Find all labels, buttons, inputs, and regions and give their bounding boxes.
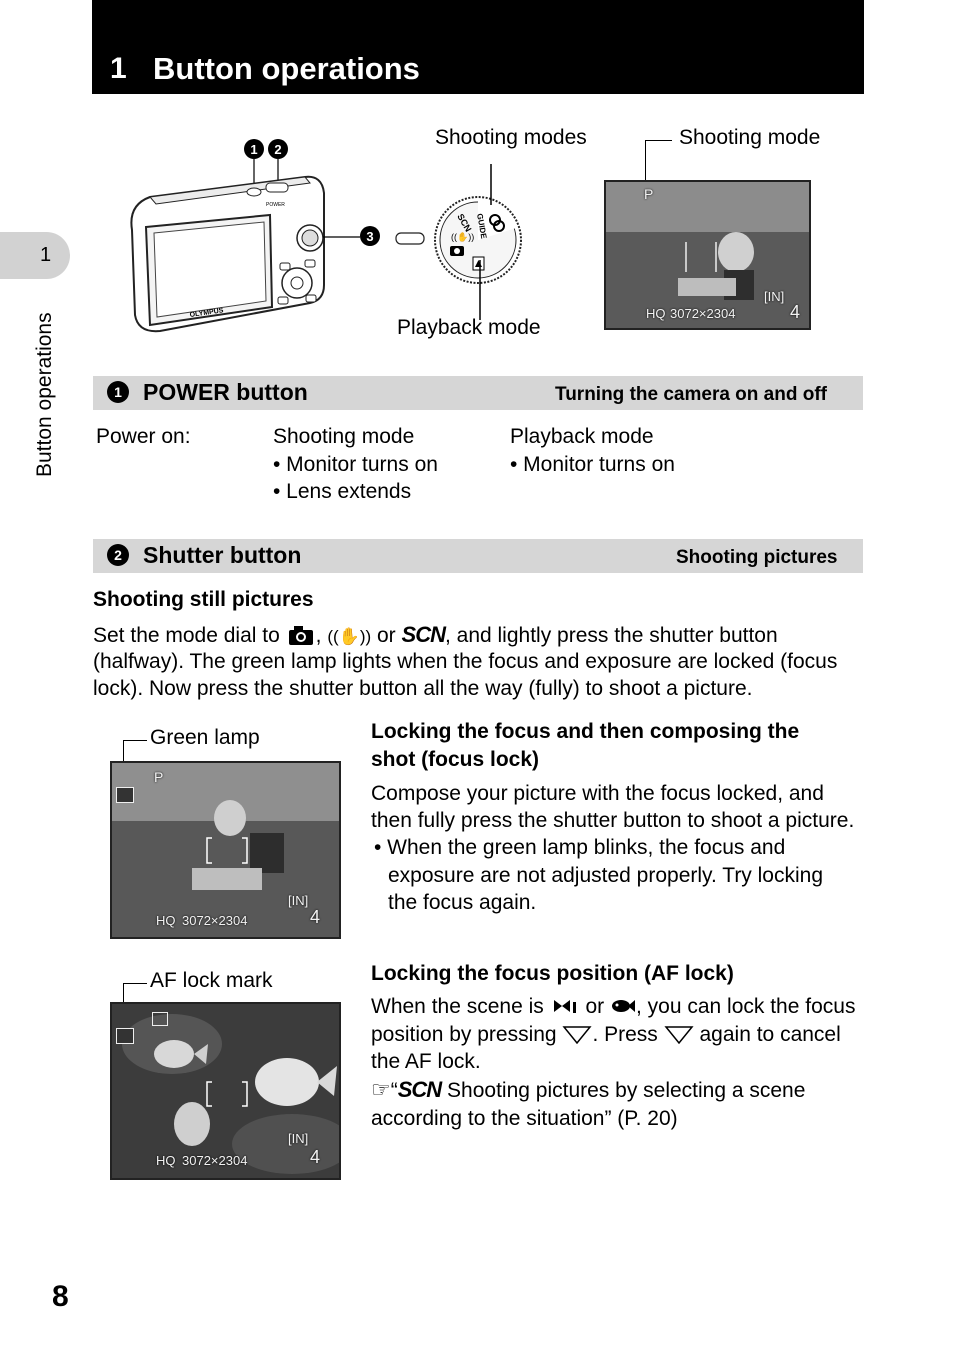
shutter-section-subtitle: Shooting pictures <box>676 547 838 568</box>
down-arrow-button-icon <box>664 1024 694 1044</box>
shooting-mode-screen <box>604 180 811 330</box>
shots-remaining: 4 <box>310 907 321 927</box>
memory-indicator: [IN] <box>288 893 309 908</box>
power-col-shooting-item: • Lens extends <box>273 480 412 503</box>
callout-2: 2 <box>274 142 282 157</box>
dial-guide-label: GUIDE <box>475 212 489 240</box>
green-lamp-label: Green lamp <box>150 726 260 749</box>
down-arrow-button-icon <box>562 1024 592 1044</box>
focus-lock-screen <box>110 761 341 939</box>
focus-lock-heading: shot (focus lock) <box>371 748 540 771</box>
power-engraving: POWER <box>266 202 285 208</box>
af-lock-heading: Locking the focus position (AF lock) <box>371 962 734 985</box>
text-run: , <box>315 624 322 647</box>
focus-lock-bullet: exposure are not adjusted properly. Try locking <box>388 864 824 887</box>
macro-scene-icon <box>550 997 580 1015</box>
scn-icon: SCN <box>401 622 445 647</box>
focus-lock-bullet: • When the green lamp blinks, the focus and <box>374 836 786 859</box>
still-pictures-line <box>93 621 778 650</box>
callout-1: 1 <box>250 142 258 157</box>
callout-leader <box>123 983 147 984</box>
image-stabilize-icon: ((✋)) <box>327 627 372 646</box>
memory-indicator: [IN] <box>288 1131 309 1146</box>
reference-pointer-icon: ☞ <box>371 1077 391 1102</box>
shutter-section-title: Shutter button <box>143 542 302 568</box>
section-number-2: 2 <box>107 544 129 566</box>
quality-indicator: HQ <box>156 1153 176 1168</box>
af-lock-text: the AF lock. <box>371 1050 481 1073</box>
playback-mode-label: Playback mode <box>397 316 541 339</box>
text-run: When the scene is <box>371 995 544 1018</box>
camera-icon <box>286 625 316 645</box>
text-run: again to cancel <box>699 1023 841 1046</box>
callout-leader <box>645 140 672 141</box>
memory-indicator: [IN] <box>764 289 785 304</box>
mode-dial-illustration <box>395 160 530 320</box>
focus-lock-heading: Locking the focus and then composing the <box>371 720 800 743</box>
underwater-scene-icon <box>610 997 636 1015</box>
power-section-subtitle: Turning the camera on and off <box>555 384 827 405</box>
power-col-shooting-title: Shooting mode <box>273 425 415 448</box>
size-indicator: 3072×2304 <box>182 913 248 928</box>
af-lock-text: according to the situation” (P. 20) <box>371 1107 678 1130</box>
text-run: , you can lock the focus <box>635 995 856 1018</box>
mode-indicator: P <box>154 769 164 785</box>
power-col-shooting-item: • Monitor turns on <box>273 453 438 476</box>
shooting-modes-label: Shooting modes <box>435 126 587 149</box>
power-on-label: Power on: <box>96 425 191 448</box>
page-number: 8 <box>52 1280 69 1313</box>
text-run: , and lightly press the shutter button <box>444 624 778 647</box>
af-lock-screen <box>110 1002 341 1180</box>
brand-logo: OLYMPUS <box>189 307 224 319</box>
dial-scn-label: SCN <box>455 212 474 234</box>
text-run: Set the mode dial to <box>93 624 280 647</box>
af-lock-mark-label: AF lock mark <box>150 969 273 992</box>
power-col-playback-item: • Monitor turns on <box>510 453 675 476</box>
scn-icon: SCN <box>397 1077 442 1102</box>
page-title: Button operations <box>153 51 420 86</box>
af-lock-text <box>371 993 855 1020</box>
callout-leader <box>645 140 646 182</box>
side-tab-number: 1 <box>40 244 52 266</box>
svg-text:((✋)): ((✋)) <box>451 232 475 242</box>
focus-lock-text: Compose your picture with the focus locked, and <box>371 782 824 805</box>
quality-indicator: HQ <box>156 913 176 928</box>
callout-leader <box>123 740 147 741</box>
text-run: “ <box>390 1079 398 1102</box>
chapter-side-tab <box>0 232 70 279</box>
focus-lock-text: then fully press the shutter button to shoot a picture. <box>371 809 855 832</box>
scene-mode-indicator <box>152 1012 168 1026</box>
chapter-number: 1 <box>110 52 127 85</box>
power-section-title: POWER button <box>143 379 308 405</box>
text-run: Shooting pictures by selecting a scene <box>447 1079 806 1102</box>
side-tab-label: Button operations <box>33 312 56 477</box>
still-pictures-heading: Shooting still pictures <box>93 588 314 611</box>
callout-3: 3 <box>366 229 374 244</box>
af-lock-mark-indicator <box>116 1028 134 1044</box>
still-pictures-line: lock). Now press the shutter button all the way (fully) to shoot a picture. <box>93 677 753 700</box>
power-col-playback-title: Playback mode <box>510 425 654 448</box>
text-run: position by pressing <box>371 1023 557 1046</box>
focus-lock-bullet: the focus again. <box>388 891 537 914</box>
mode-indicator: P <box>644 186 654 202</box>
section-number-1: 1 <box>107 381 129 403</box>
photo-woman-in-field <box>112 763 339 937</box>
shots-remaining: 4 <box>310 1147 321 1167</box>
size-indicator: 3072×2304 <box>670 306 736 321</box>
quality-indicator: HQ <box>646 306 666 321</box>
green-lamp-indicator <box>116 787 134 803</box>
text-run: or <box>585 995 605 1018</box>
shooting-mode-label: Shooting mode <box>679 126 821 149</box>
text-run: . Press <box>592 1023 658 1046</box>
shots-remaining: 4 <box>790 302 801 322</box>
still-pictures-line: (halfway). The green lamp lights when the focus and exposure are locked (focus <box>93 650 838 673</box>
af-lock-text <box>371 1021 841 1048</box>
text-run: or <box>376 624 396 647</box>
photo-fish-underwater <box>112 1004 339 1178</box>
size-indicator: 3072×2304 <box>182 1153 248 1168</box>
camera-back-illustration <box>120 135 390 340</box>
af-lock-reference <box>371 1076 805 1104</box>
